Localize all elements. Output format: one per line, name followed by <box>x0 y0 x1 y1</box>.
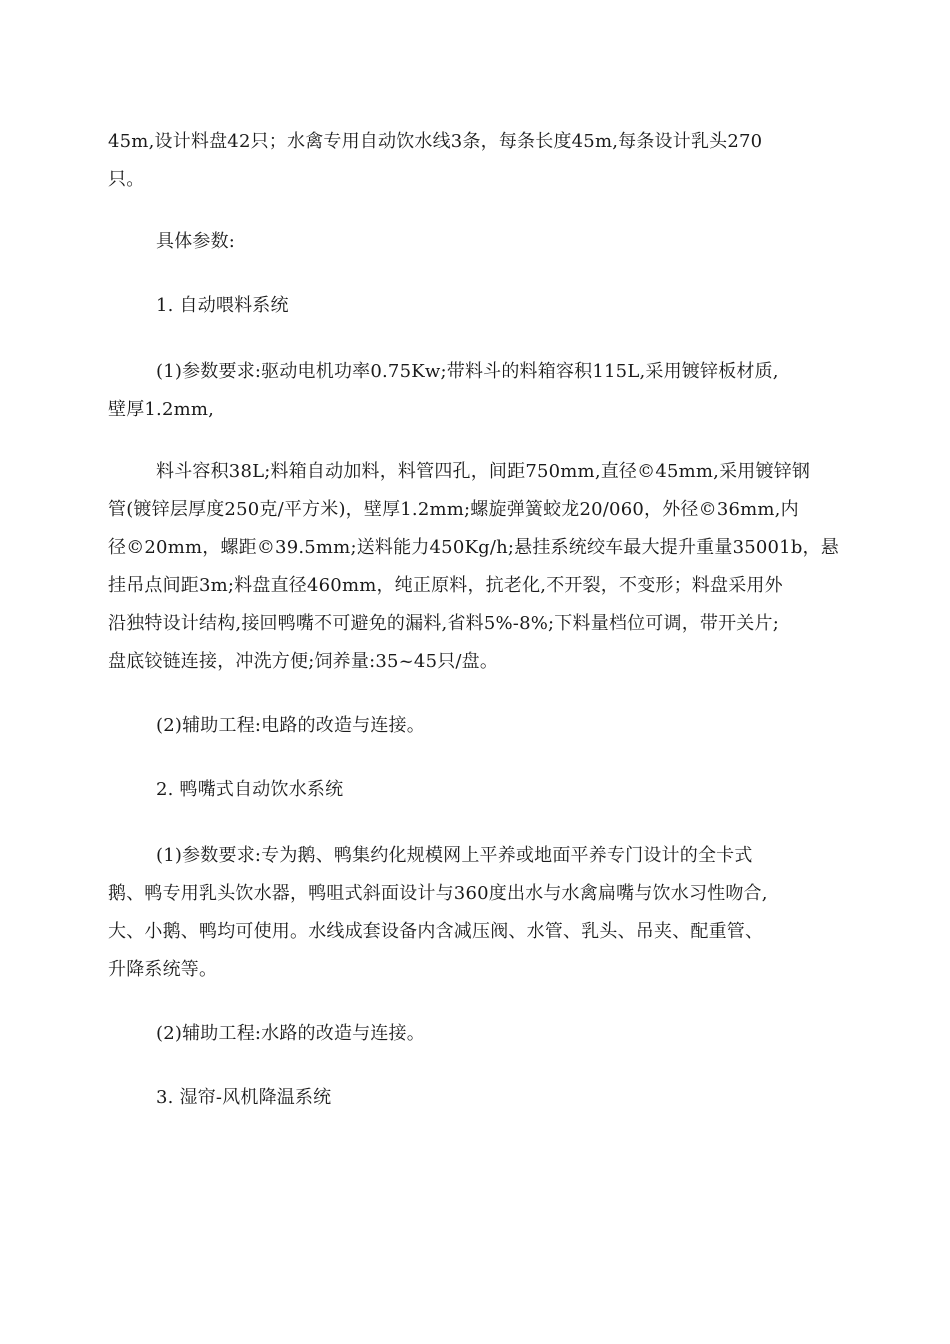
section-heading: 3. 湿帘-风机降温系统 <box>156 1087 332 1108</box>
section-heading: 1. 自动喂料系统 <box>156 295 289 316</box>
paragraph-line: 45m,设计料盘42只；水禽专用自动饮水线3条，每条长度45m,每条设计乳头270 <box>108 131 763 152</box>
paragraph-line: 挂吊点间距3m;料盘直径460mm，纯正原料，抗老化,不开裂，不变形；料盘采用外 <box>108 575 783 596</box>
paragraph-line: 径©20mm，螺距©39.5mm;送料能力450Kg/h;悬挂系统绞车最大提升重量35001b，悬 <box>108 537 839 558</box>
paragraph-line: (2)辅助工程:水路的改造与连接。 <box>156 1023 425 1044</box>
section-heading: 2. 鸭嘴式自动饮水系统 <box>156 779 344 800</box>
paragraph-line: 沿独特设计结构,接回鸭嘴不可避免的漏料,省料5%-8%;下料量档位可调，带开关片; <box>108 613 779 634</box>
paragraph-line: (2)辅助工程:电路的改造与连接。 <box>156 715 425 736</box>
paragraph-line: 大、小鹅、鸭均可使用。水线成套设备内含减压阀、水管、乳头、吊夹、配重管、 <box>108 921 764 942</box>
paragraph-line: (1)参数要求:专为鹅、鸭集约化规模网上平养或地面平养专门设计的全卡式 <box>156 845 753 866</box>
section-label: 具体参数: <box>156 231 236 252</box>
paragraph-line: 壁厚1.2mm, <box>108 399 215 420</box>
paragraph-line: 料斗容积38L;料箱自动加料，料管四孔，间距750mm,直径©45mm,采用镀锌钢 <box>156 461 811 482</box>
paragraph-line: (1)参数要求:驱动电机功率0.75Kw;带料斗的料箱容积115L,采用镀锌板材质, <box>156 361 779 382</box>
paragraph-line: 只。 <box>108 169 145 190</box>
paragraph-line: 鹅、鸭专用乳头饮水器，鸭咀式斜面设计与360度出水与水禽扁嘴与饮水习性吻合, <box>108 883 768 904</box>
paragraph-line: 升降系统等。 <box>108 959 218 980</box>
paragraph-line: 管(镀锌层厚度250克/平方米)，壁厚1.2mm;螺旋弹簧蛟龙20/060，外径©36mm,内 <box>108 499 799 520</box>
paragraph-line: 盘底铰链连接，冲洗方便;饲养量:35~45只/盘。 <box>108 651 499 672</box>
